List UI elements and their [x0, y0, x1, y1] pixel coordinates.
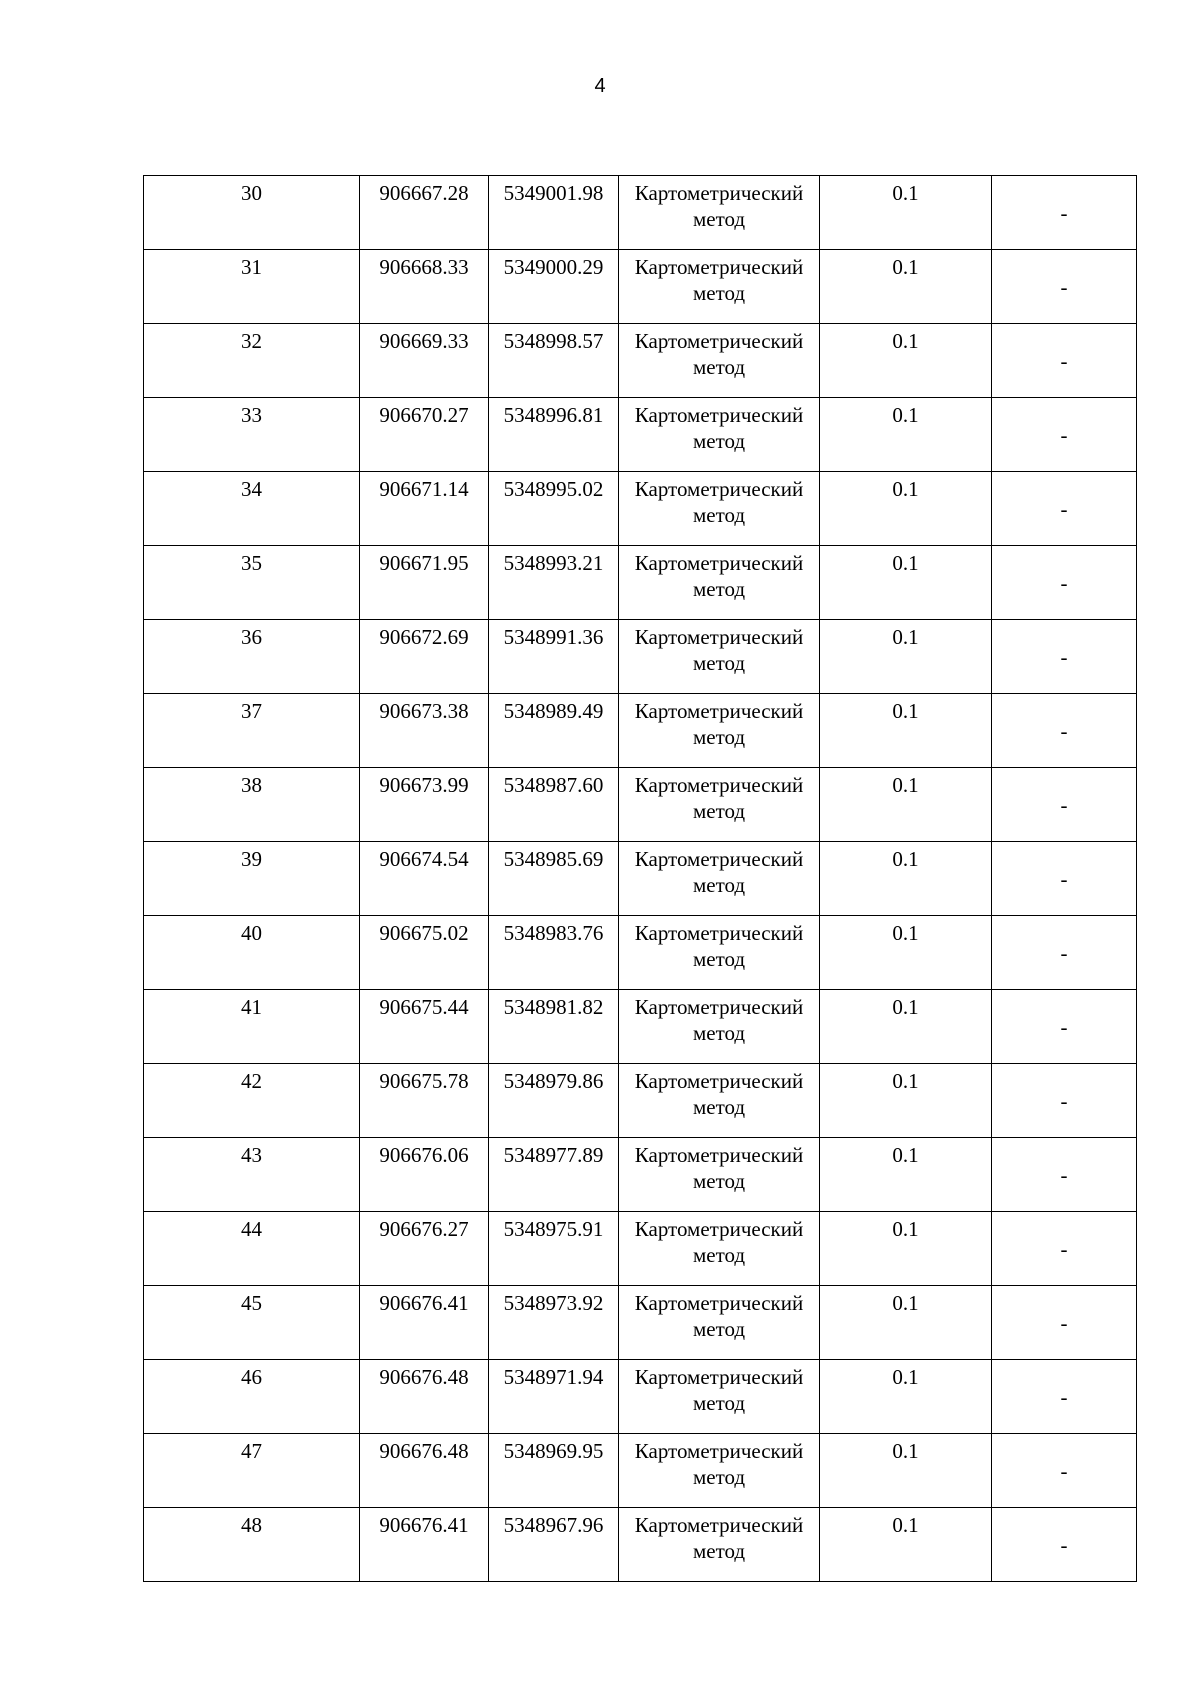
table-row [144, 768, 1137, 842]
x-coordinate-cell-text: 906672.69 [379, 625, 469, 649]
y-coordinate-cell [489, 768, 619, 842]
note-cell-text: - [1060, 1384, 1068, 1409]
note-cell [992, 250, 1137, 324]
note-cell-text: - [1060, 570, 1068, 595]
y-coordinate-cell-text: 5348967.96 [503, 1513, 604, 1537]
x-coordinate-cell-text: 906671.14 [379, 477, 469, 501]
method-cell-text: Картометрический метод [634, 477, 804, 527]
point-number-cell-text: 33 [241, 403, 262, 427]
x-coordinate-cell-text: 906673.99 [379, 773, 469, 797]
point-number-cell [144, 694, 360, 768]
accuracy-cell-text: 0.1 [892, 699, 919, 723]
y-coordinate-cell-text: 5348971.94 [503, 1365, 604, 1389]
x-coordinate-cell [360, 398, 489, 472]
y-coordinate-cell [489, 842, 619, 916]
note-cell [992, 620, 1137, 694]
table-row [144, 1212, 1137, 1286]
method-cell-text: Картометрический метод [634, 181, 804, 231]
method-cell [619, 620, 820, 694]
accuracy-cell [820, 324, 992, 398]
y-coordinate-cell [489, 694, 619, 768]
y-coordinate-cell-text: 5348998.57 [503, 329, 604, 353]
accuracy-cell [820, 398, 992, 472]
accuracy-cell [820, 1434, 992, 1508]
point-number-cell-text: 45 [241, 1291, 262, 1315]
point-number-cell [144, 250, 360, 324]
y-coordinate-cell-text: 5349001.98 [503, 181, 604, 205]
y-coordinate-cell [489, 472, 619, 546]
point-number-cell-text: 31 [241, 255, 262, 279]
x-coordinate-cell [360, 694, 489, 768]
method-cell-text: Картометрический метод [634, 1439, 804, 1489]
note-cell-text: - [1060, 644, 1068, 669]
note-cell [992, 768, 1137, 842]
note-cell [992, 472, 1137, 546]
x-coordinate-cell-text: 906676.41 [379, 1291, 469, 1315]
point-number-cell [144, 1286, 360, 1360]
point-number-cell [144, 324, 360, 398]
note-cell [992, 916, 1137, 990]
x-coordinate-cell-text: 906675.02 [379, 921, 469, 945]
note-cell-text: - [1060, 1532, 1068, 1557]
method-cell [619, 546, 820, 620]
table-row [144, 1138, 1137, 1212]
point-number-cell [144, 620, 360, 694]
point-number-cell [144, 1508, 360, 1582]
y-coordinate-cell-text: 5348969.95 [503, 1439, 604, 1463]
table-row [144, 1286, 1137, 1360]
y-coordinate-cell-text: 5348989.49 [503, 699, 604, 723]
y-coordinate-cell-text: 5348977.89 [503, 1143, 604, 1167]
point-number-cell-text: 46 [241, 1365, 262, 1389]
y-coordinate-cell-text: 5348987.60 [503, 773, 604, 797]
method-cell-text: Картометрический метод [634, 995, 804, 1045]
y-coordinate-cell [489, 1508, 619, 1582]
table-row [144, 1360, 1137, 1434]
point-number-cell-text: 30 [241, 181, 262, 205]
x-coordinate-cell [360, 620, 489, 694]
table-row [144, 176, 1137, 250]
x-coordinate-cell [360, 1064, 489, 1138]
method-cell [619, 694, 820, 768]
x-coordinate-cell [360, 250, 489, 324]
accuracy-cell-text: 0.1 [892, 1291, 919, 1315]
x-coordinate-cell-text: 906676.27 [379, 1217, 469, 1241]
accuracy-cell-text: 0.1 [892, 625, 919, 649]
note-cell [992, 1286, 1137, 1360]
method-cell [619, 1360, 820, 1434]
table-row [144, 1064, 1137, 1138]
point-number-cell [144, 1434, 360, 1508]
method-cell [619, 768, 820, 842]
accuracy-cell [820, 694, 992, 768]
accuracy-cell [820, 842, 992, 916]
accuracy-cell-text: 0.1 [892, 1069, 919, 1093]
point-number-cell-text: 40 [241, 921, 262, 945]
note-cell [992, 1064, 1137, 1138]
note-cell [992, 1212, 1137, 1286]
x-coordinate-cell-text: 906676.41 [379, 1513, 469, 1537]
method-cell-text: Картометрический метод [634, 699, 804, 749]
method-cell [619, 1138, 820, 1212]
method-cell-text: Картометрический метод [634, 847, 804, 897]
accuracy-cell-text: 0.1 [892, 921, 919, 945]
point-number-cell-text: 44 [241, 1217, 262, 1241]
coordinates-table [143, 175, 1137, 1582]
point-number-cell [144, 1212, 360, 1286]
method-cell-text: Картометрический метод [634, 921, 804, 971]
point-number-cell-text: 34 [241, 477, 262, 501]
note-cell-text: - [1060, 496, 1068, 521]
method-cell-text: Картометрический метод [634, 625, 804, 675]
point-number-cell-text: 39 [241, 847, 262, 871]
point-number-cell [144, 1360, 360, 1434]
note-cell-text: - [1060, 1014, 1068, 1039]
note-cell-text: - [1060, 718, 1068, 743]
accuracy-cell [820, 916, 992, 990]
note-cell [992, 176, 1137, 250]
accuracy-cell-text: 0.1 [892, 551, 919, 575]
x-coordinate-cell [360, 1508, 489, 1582]
accuracy-cell [820, 250, 992, 324]
note-cell [992, 324, 1137, 398]
x-coordinate-cell [360, 768, 489, 842]
method-cell-text: Картометрический метод [634, 551, 804, 601]
note-cell-text: - [1060, 1458, 1068, 1483]
y-coordinate-cell-text: 5348983.76 [503, 921, 604, 945]
x-coordinate-cell [360, 472, 489, 546]
y-coordinate-cell [489, 1212, 619, 1286]
method-cell [619, 1286, 820, 1360]
x-coordinate-cell-text: 906667.28 [379, 181, 469, 205]
x-coordinate-cell [360, 1434, 489, 1508]
point-number-cell [144, 546, 360, 620]
x-coordinate-cell [360, 1212, 489, 1286]
note-cell [992, 842, 1137, 916]
accuracy-cell [820, 1138, 992, 1212]
accuracy-cell-text: 0.1 [892, 255, 919, 279]
point-number-cell-text: 32 [241, 329, 262, 353]
x-coordinate-cell-text: 906676.48 [379, 1439, 469, 1463]
note-cell-text: - [1060, 274, 1068, 299]
y-coordinate-cell [489, 398, 619, 472]
y-coordinate-cell [489, 1360, 619, 1434]
method-cell [619, 250, 820, 324]
accuracy-cell-text: 0.1 [892, 329, 919, 353]
y-coordinate-cell [489, 1434, 619, 1508]
y-coordinate-cell [489, 620, 619, 694]
accuracy-cell-text: 0.1 [892, 995, 919, 1019]
accuracy-cell-text: 0.1 [892, 1513, 919, 1537]
table-row [144, 990, 1137, 1064]
note-cell-text: - [1060, 1162, 1068, 1187]
method-cell-text: Картометрический метод [634, 1217, 804, 1267]
accuracy-cell [820, 1360, 992, 1434]
accuracy-cell [820, 546, 992, 620]
method-cell-text: Картометрический метод [634, 403, 804, 453]
y-coordinate-cell-text: 5348985.69 [503, 847, 604, 871]
x-coordinate-cell [360, 916, 489, 990]
point-number-cell [144, 842, 360, 916]
y-coordinate-cell-text: 5348975.91 [503, 1217, 604, 1241]
y-coordinate-cell [489, 1138, 619, 1212]
note-cell-text: - [1060, 1236, 1068, 1261]
note-cell-text: - [1060, 1088, 1068, 1113]
point-number-cell [144, 176, 360, 250]
table-row [144, 694, 1137, 768]
point-number-cell-text: 36 [241, 625, 262, 649]
x-coordinate-cell-text: 906670.27 [379, 403, 469, 427]
x-coordinate-cell-text: 906671.95 [379, 551, 469, 575]
y-coordinate-cell [489, 176, 619, 250]
table-row [144, 398, 1137, 472]
accuracy-cell-text: 0.1 [892, 181, 919, 205]
point-number-cell [144, 398, 360, 472]
point-number-cell [144, 990, 360, 1064]
point-number-cell-text: 47 [241, 1439, 262, 1463]
accuracy-cell-text: 0.1 [892, 847, 919, 871]
point-number-cell-text: 43 [241, 1143, 262, 1167]
note-cell [992, 398, 1137, 472]
method-cell-text: Картометрический метод [634, 1365, 804, 1415]
x-coordinate-cell [360, 990, 489, 1064]
table-row [144, 324, 1137, 398]
method-cell-text: Картометрический метод [634, 1143, 804, 1193]
method-cell [619, 990, 820, 1064]
x-coordinate-cell [360, 1360, 489, 1434]
x-coordinate-cell-text: 906673.38 [379, 699, 469, 723]
note-cell [992, 546, 1137, 620]
point-number-cell-text: 38 [241, 773, 262, 797]
note-cell [992, 694, 1137, 768]
note-cell-text: - [1060, 1310, 1068, 1335]
y-coordinate-cell-text: 5348996.81 [503, 403, 604, 427]
point-number-cell [144, 1138, 360, 1212]
method-cell [619, 1434, 820, 1508]
accuracy-cell [820, 620, 992, 694]
y-coordinate-cell-text: 5348981.82 [503, 995, 604, 1019]
table-row [144, 546, 1137, 620]
accuracy-cell-text: 0.1 [892, 1439, 919, 1463]
note-cell [992, 1360, 1137, 1434]
accuracy-cell-text: 0.1 [892, 1217, 919, 1241]
accuracy-cell [820, 1508, 992, 1582]
x-coordinate-cell [360, 324, 489, 398]
x-coordinate-cell [360, 546, 489, 620]
y-coordinate-cell [489, 916, 619, 990]
table-row [144, 250, 1137, 324]
table-row [144, 1508, 1137, 1582]
method-cell [619, 324, 820, 398]
method-cell [619, 1064, 820, 1138]
note-cell [992, 1138, 1137, 1212]
x-coordinate-cell-text: 906675.78 [379, 1069, 469, 1093]
method-cell-text: Картометрический метод [634, 329, 804, 379]
point-number-cell [144, 916, 360, 990]
method-cell-text: Картометрический метод [634, 255, 804, 305]
x-coordinate-cell [360, 1286, 489, 1360]
y-coordinate-cell [489, 250, 619, 324]
point-number-cell-text: 41 [241, 995, 262, 1019]
accuracy-cell [820, 176, 992, 250]
x-coordinate-cell-text: 906674.54 [379, 847, 469, 871]
point-number-cell [144, 768, 360, 842]
x-coordinate-cell [360, 842, 489, 916]
method-cell [619, 176, 820, 250]
x-coordinate-cell-text: 906676.48 [379, 1365, 469, 1389]
note-cell-text: - [1060, 348, 1068, 373]
y-coordinate-cell [489, 990, 619, 1064]
y-coordinate-cell [489, 324, 619, 398]
point-number-cell [144, 1064, 360, 1138]
point-number-cell-text: 37 [241, 699, 262, 723]
page-number: 4 [594, 75, 606, 97]
accuracy-cell-text: 0.1 [892, 477, 919, 501]
accuracy-cell-text: 0.1 [892, 1143, 919, 1167]
method-cell-text: Картометрический метод [634, 1291, 804, 1341]
note-cell-text: - [1060, 200, 1068, 225]
x-coordinate-cell-text: 906669.33 [379, 329, 469, 353]
table-row [144, 842, 1137, 916]
y-coordinate-cell-text: 5348993.21 [503, 551, 604, 575]
table-row [144, 472, 1137, 546]
accuracy-cell [820, 768, 992, 842]
accuracy-cell [820, 1064, 992, 1138]
accuracy-cell [820, 1286, 992, 1360]
note-cell-text: - [1060, 866, 1068, 891]
point-number-cell-text: 35 [241, 551, 262, 575]
accuracy-cell-text: 0.1 [892, 403, 919, 427]
accuracy-cell [820, 1212, 992, 1286]
y-coordinate-cell [489, 1064, 619, 1138]
point-number-cell [144, 472, 360, 546]
method-cell [619, 472, 820, 546]
x-coordinate-cell-text: 906668.33 [379, 255, 469, 279]
method-cell-text: Картометрический метод [634, 773, 804, 823]
method-cell-text: Картометрический метод [634, 1513, 804, 1563]
accuracy-cell [820, 990, 992, 1064]
accuracy-cell [820, 472, 992, 546]
method-cell-text: Картометрический метод [634, 1069, 804, 1119]
note-cell-text: - [1060, 940, 1068, 965]
method-cell [619, 1508, 820, 1582]
x-coordinate-cell [360, 1138, 489, 1212]
y-coordinate-cell-text: 5348979.86 [503, 1069, 604, 1093]
table-row [144, 1434, 1137, 1508]
y-coordinate-cell [489, 546, 619, 620]
y-coordinate-cell [489, 1286, 619, 1360]
note-cell [992, 1508, 1137, 1582]
y-coordinate-cell-text: 5348991.36 [503, 625, 604, 649]
method-cell [619, 398, 820, 472]
note-cell-text: - [1060, 422, 1068, 447]
y-coordinate-cell-text: 5349000.29 [503, 255, 604, 279]
point-number-cell-text: 42 [241, 1069, 262, 1093]
note-cell [992, 1434, 1137, 1508]
coordinates-table-body [144, 176, 1137, 1582]
method-cell [619, 842, 820, 916]
method-cell [619, 1212, 820, 1286]
table-row [144, 916, 1137, 990]
y-coordinate-cell-text: 5348995.02 [503, 477, 604, 501]
y-coordinate-cell-text: 5348973.92 [503, 1291, 604, 1315]
x-coordinate-cell-text: 906675.44 [379, 995, 469, 1019]
note-cell [992, 990, 1137, 1064]
point-number-cell-text: 48 [241, 1513, 262, 1537]
accuracy-cell-text: 0.1 [892, 1365, 919, 1389]
x-coordinate-cell-text: 906676.06 [379, 1143, 469, 1167]
accuracy-cell-text: 0.1 [892, 773, 919, 797]
table-row [144, 620, 1137, 694]
method-cell [619, 916, 820, 990]
x-coordinate-cell [360, 176, 489, 250]
note-cell-text: - [1060, 792, 1068, 817]
